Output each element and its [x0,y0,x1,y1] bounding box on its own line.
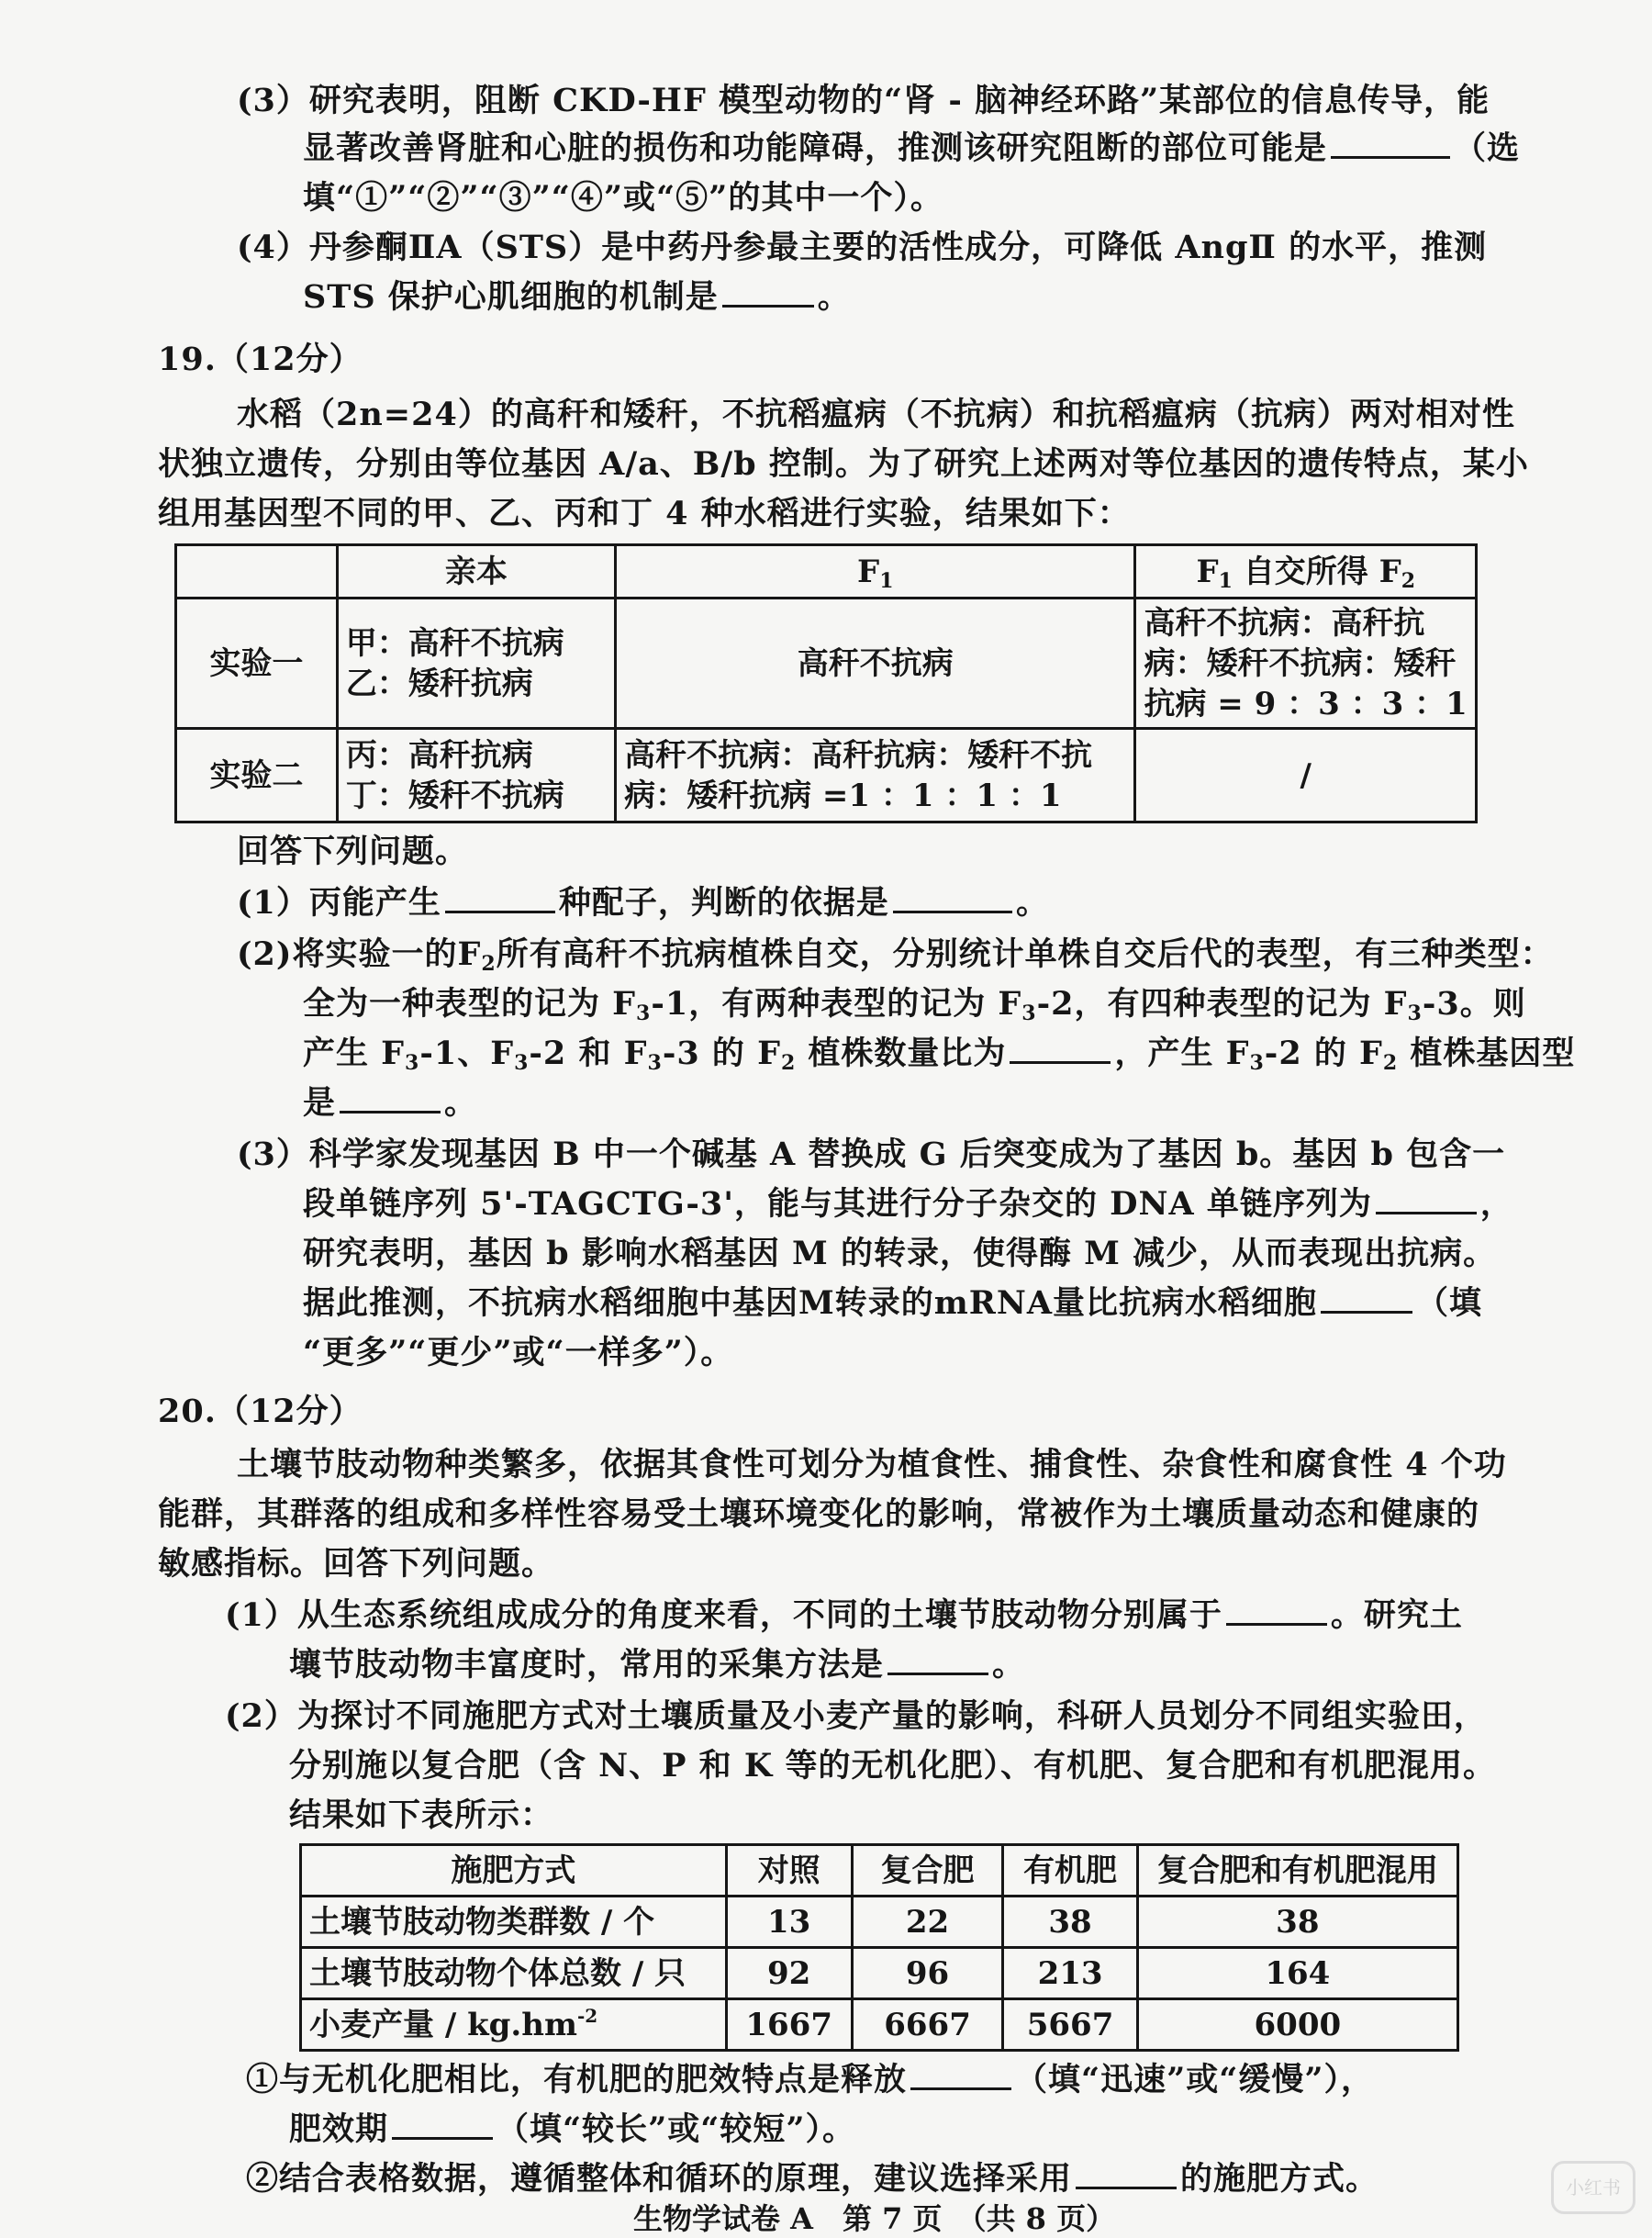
table-row [301,1999,1458,2051]
row-f1: 高秆不抗病：高秆抗病：矮秆不抗 病：矮秆抗病 =1 ：1 ：1 ：1 [616,729,1135,822]
q19-p2-line4: 是 。 [303,1084,478,1122]
q20-fertilizer-table [299,1843,1459,2052]
watermark-logo: 小红书 [1551,2161,1635,2214]
header-compound: 复合肥 [852,1845,1003,1897]
answer-blank[interactable] [1321,1283,1412,1314]
q19-prompt: 回答下列问题。 [237,833,469,870]
row-f1: 高秆不抗病 [616,599,1135,729]
answer-blank[interactable] [1226,1595,1327,1626]
answer-blank[interactable] [893,883,1012,913]
q20-p1-line2: 壤节肢动物丰富度时，常用的采集方法是 。 [289,1646,1026,1684]
q19-p3-line4: 据此推测，不抗病水稻细胞中基因M转录的mRNA量比抗病水稻细胞 （填 [303,1284,1483,1322]
cell: 96 [852,1948,1003,1999]
cell: 38 [1003,1897,1137,1948]
answer-blank[interactable] [1331,129,1450,159]
answer-blank[interactable] [1010,1034,1111,1064]
cell: 6667 [852,1999,1003,2051]
q19-p2-line2: 全为一种表型的记为 $F_3-1$，有两种表型的记为 $F_3-2$，有四种表型的记为 $F_3-3$。则 [303,985,1526,1025]
answer-blank[interactable] [887,1645,988,1675]
q20-p2-line2: 分别施以复合肥（含 N、P 和 K 等的无机化肥）、有机肥、复合肥和有机肥混用。 [289,1747,1496,1785]
header-f1: $F_1$ [616,545,1135,599]
q20-intro-line2: 能群，其群落的组成和多样性容易受土壤环境变化的影响，常被作为土壤质量动态和健康的 [158,1495,1480,1533]
q20-p2-line3: 结果如下表所示： [289,1796,554,1834]
q19-p3-line3: 研究表明，基因 b 影响水稻基因 M 的转录，使得酶 M 减少，从而表现出抗病。 [303,1235,1497,1272]
q20-intro-line3: 敏感指标。回答下列问题。 [158,1545,555,1583]
answer-blank[interactable] [392,2109,493,2140]
row-label: 小麦产量 / $kg.hm^{-2}$ [301,1999,727,2051]
q20-p1-line1: (1）从生态系统组成成分的角度来看，不同的土壤节肢动物分别属于 。研究土 [225,1596,1463,1634]
q18-p4-line2 [303,277,851,318]
answer-blank[interactable] [1076,2159,1177,2189]
answer-blank[interactable] [445,883,555,913]
q18-p4-line1: (4）丹参酮ⅡA（STS）是中药丹参最主要的活性成分，可降低 AngⅡ 的水平，推测 [237,229,1488,266]
header-parents: 亲本 [337,545,615,599]
page-footer: 生物学试卷 A 第 7 页 （共 8 页） [633,2201,1116,2236]
q20-intro-line1: 土壤节肢动物种类繁多，依据其食性可划分为植食性、捕食性、杂食性和腐食性 4 个功 [237,1446,1507,1483]
table-row [176,729,1477,822]
header-organic: 有机肥 [1003,1845,1137,1897]
q19-header: 19.（12分） [158,341,363,378]
q18-p3-text2: （选 [1454,129,1521,167]
row-label: 实验一 [176,599,338,729]
q19-p3-line5: “更多”“更少”或“一样多”）。 [303,1334,734,1371]
row-f2: / [1135,729,1477,822]
table-row [176,599,1477,729]
cell: 1667 [726,1999,852,2051]
cell: 6000 [1137,1999,1457,2051]
cell: 38 [1137,1897,1457,1948]
q19-results-table [174,543,1478,823]
q19-intro-line2: 状独立遗传，分别由等位基因 A/a、B/b 控制。为了研究上述两对等位基因的遗传特点，某小 [158,445,1529,483]
header-mixed: 复合肥和有机肥混用 [1137,1845,1457,1897]
answer-blank[interactable] [1376,1184,1477,1214]
q19-p3-line1: (3）科学家发现基因 B 中一个碱基 A 替换成 G 后突变成为了基因 b。基因 b 包含一 [237,1136,1506,1173]
answer-blank[interactable] [910,2060,1011,2090]
answer-blank[interactable] [340,1083,441,1113]
q18-p3-line3: 填“①”“②”“③”“④”或“⑤”的其中一个）。 [303,179,943,217]
q20-c1-line2: 肥效期 （填“较长”或“较短”）。 [289,2110,856,2148]
cell: 5667 [1003,1999,1137,2051]
row-parents: 甲：高秆不抗病 乙：矮秆抗病 [337,599,615,729]
q19-intro-line3: 组用基因型不同的甲、乙、丙和丁 4 种水稻进行实验，结果如下： [158,495,1131,532]
row-label: 土壤节肢动物个体总数 / 只 [301,1948,727,1999]
header-method: 施肥方式 [301,1845,727,1897]
q19-intro-line1: 水稻（2n=24）的高秆和矮秆，不抗稻瘟病（不抗病）和抗稻瘟病（抗病）两对相对性 [237,396,1515,433]
q19-p3-line2: 段单链序列 5'-TAGCTG-3'，能与其进行分子杂交的 DNA 单链序列为 ， [303,1185,1513,1223]
q20-p2-line1: (2）为探讨不同施肥方式对土壤质量及小麦产量的影响，科研人员划分不同组实验田， [225,1697,1487,1735]
row-label: 实验二 [176,729,338,822]
q18-p3-line2 [303,129,1520,169]
header-control: 对照 [726,1845,852,1897]
header-f2: $F_1$ 自交所得 $F_2$ [1135,545,1477,599]
cell: 13 [726,1897,852,1948]
q20-c2: ②结合表格数据，遵循整体和循环的原理，建议选择采用 的施肥方式。 [246,2160,1379,2198]
answer-blank[interactable] [722,277,814,308]
table-row [301,1948,1458,1999]
cell: 213 [1003,1948,1137,1999]
q18-p4-text: STS 保护心肌细胞的机制是 [303,278,719,316]
q19-p1: (1）丙能产生 种配子，判断的依据是 。 [237,884,1049,922]
q19-p2-line1: (2)将实验一的$F_2$所有高秆不抗病植株自交，分别统计单株自交后代的表型，有三种类型： [237,935,1554,976]
cell: 164 [1137,1948,1457,1999]
q19-p2-line3: 产生 $F_3-1$、$F_3-2$ 和 $F_3-3$ 的 $F_2$ 植株数量比为 ，产生 $F_3-2$ 的 $F_2$ 植株基因型 [303,1035,1576,1075]
cell: 22 [852,1897,1003,1948]
q18-p3-line1: (3）研究表明，阻断 CKD-HF 模型动物的“肾 - 脑神经环路”某部位的信息传导，能 [237,82,1490,119]
q18-p4-period: 。 [817,278,851,316]
q20-header: 20.（12分） [158,1393,363,1430]
table-row [301,1897,1458,1948]
row-label: 土壤节肢动物类群数 / 个 [301,1897,727,1948]
q20-c1-line1: ①与无机化肥相比，有机肥的肥效特点是释放 （填“迅速”或“缓慢”）， [246,2061,1375,2098]
row-parents: 丙：高秆抗病 丁：矮秆不抗病 [337,729,615,822]
cell: 92 [726,1948,852,1999]
q18-p3-text: 显著改善肾脏和心脏的损伤和功能障碍，推测该研究阻断的部位可能是 [303,129,1328,167]
table-corner [176,545,338,599]
row-f2: 高秆不抗病：高秆抗 病：矮秆不抗病：矮秆 抗病 = 9 ：3 ：3 ：1 [1135,599,1477,729]
